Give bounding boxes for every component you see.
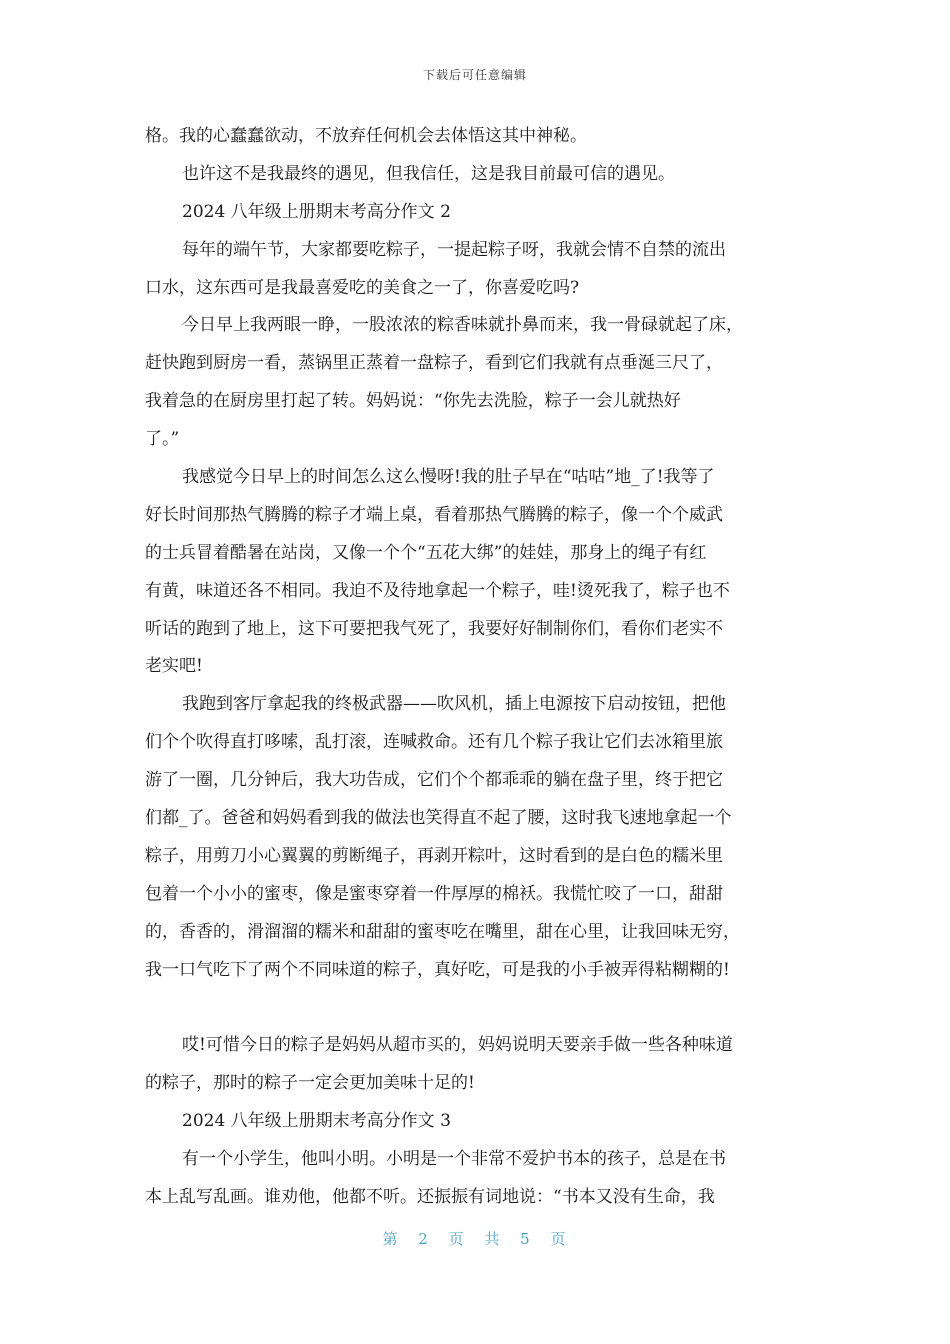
text-line: 们都_了。爸爸和妈妈看到我的做法也笑得直不起了腰，这时我飞速地拿起一个 <box>145 808 732 829</box>
text-line: 也许这不是我最终的遇见，但我信任，这是我目前最可信的遇见。 <box>182 163 675 184</box>
text-line: 我感觉今日早上的时间怎么这么慢呀!我的肚子早在“咕咕”地_了!我等了 <box>182 467 715 488</box>
text-line: 粽子，用剪刀小心翼翼的剪断绳子，再剥开粽叶，这时看到的是白色的糯米里 <box>145 845 723 866</box>
text-line: 2024 八年级上册期末考高分作文 2 <box>182 201 451 222</box>
text-line: 的，香香的，滑溜溜的糯米和甜甜的蜜枣吃在嘴里，甜在心里，让我回味无穷， <box>145 921 740 942</box>
text-line: 今日早上我两眼一睁，一股浓浓的粽香味就扑鼻而来，我一骨碌就起了床， <box>182 315 743 336</box>
text-line: 的粽子，那时的粽子一定会更加美味十足的! <box>145 1073 475 1094</box>
text-line: 我跑到客厅拿起我的终极武器——吹风机，插上电源按下启动按钮，把他 <box>182 694 726 715</box>
page-footer: 第 2 页 共 5 页 <box>382 1230 568 1248</box>
text-line: 口水，这东西可是我最喜爱吃的美食之一了，你喜爱吃吗? <box>145 277 580 298</box>
document-body <box>145 118 807 1217</box>
text-line: 了。” <box>145 429 180 450</box>
text-line: 有黄，味道还各不相同。我迫不及待地拿起一个粽子，哇!烫死我了，粽子也不 <box>145 580 730 601</box>
text-line: 的士兵冒着酷暑在站岗，又像一个个“五花大绑”的娃娃，那身上的绳子有红 <box>145 542 707 563</box>
text-line: 包着一个小小的蜜枣，像是蜜枣穿着一件厚厚的棉袄。我慌忙咬了一口，甜甜 <box>145 883 723 904</box>
text-line: 格。我的心蠢蠢欲动，不放弃任何机会去体悟这其中神秘。 <box>145 126 587 146</box>
page-header: 下载后可任意编辑 <box>422 68 527 82</box>
text-line: 我着急的在厨房里打起了转。妈妈说：“你先去洗脸，粽子一会儿就热好 <box>145 391 681 412</box>
text-line: 2024 八年级上册期末考高分作文 3 <box>182 1111 451 1132</box>
text-line: 好长时间那热气腾腾的粽子才端上桌，看着那热气腾腾的粽子，像一个个威武 <box>145 504 723 525</box>
text-line: 老实吧! <box>145 656 203 677</box>
text-line: 游了一圈，几分钟后，我大功告成，它们个个都乖乖的躺在盘子里，终于把它 <box>145 770 723 791</box>
text-line: 赶快跑到厨房一看，蒸锅里正蒸着一盘粽子，看到它们我就有点垂涎三尺了， <box>145 353 723 374</box>
text-line: 听话的跑到了地上，这下可要把我气死了，我要好好制制你们，看你们老实不 <box>145 618 723 639</box>
text-line: 有一个小学生，他叫小明。小明是一个非常不爱护书本的孩子，总是在书 <box>182 1149 726 1170</box>
text-line: 每年的端午节，大家都要吃粽子，一提起粽子呀，我就会情不自禁的流出 <box>182 239 726 260</box>
text-line: 我一口气吃下了两个不同味道的粽子，真好吃，可是我的小手被弄得粘糊糊的! <box>145 959 730 980</box>
text-line: 本上乱写乱画。谁劝他，他都不听。还振振有词地说：“书本又没有生命，我 <box>145 1186 715 1207</box>
blank-line <box>145 989 807 1027</box>
text-line: 哎!可惜今日的粽子是妈妈从超市买的，妈妈说明天要亲手做一些各种味道 <box>182 1035 733 1056</box>
text-line: 们个个吹得直打哆嗦，乱打滚，连喊救命。还有几个粽子我让它们去冰箱里旅 <box>145 732 723 753</box>
